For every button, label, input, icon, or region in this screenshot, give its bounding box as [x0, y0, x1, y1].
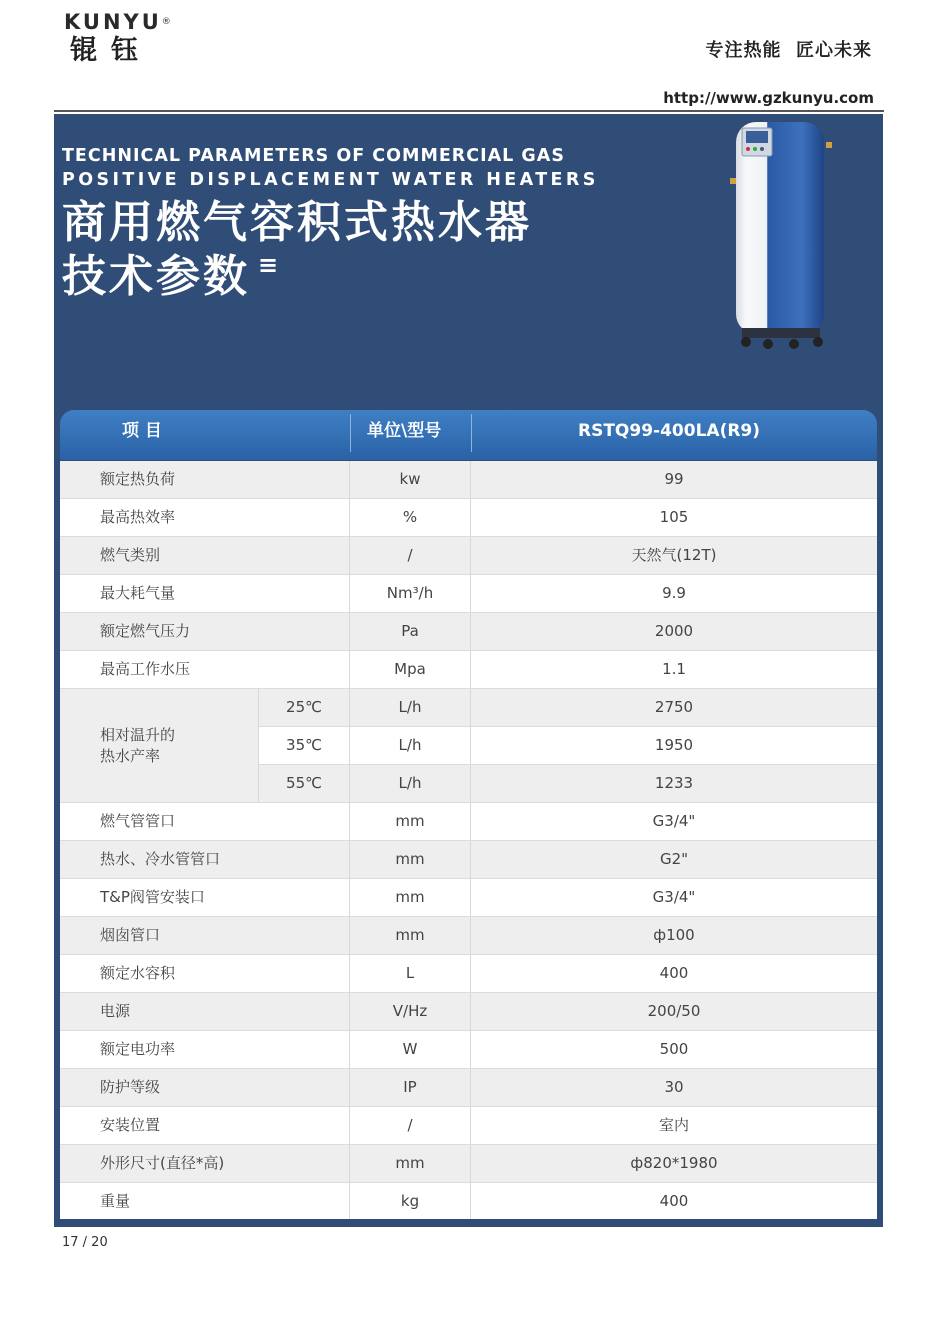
table-row: 额定燃气压力 Pa 2000 [60, 613, 877, 650]
page-number: 17 / 20 [62, 1235, 108, 1250]
grid-line [258, 689, 259, 803]
english-title-line-2: POSITIVE DISPLACEMENT WATER HEATERS [62, 170, 599, 190]
chinese-title-line-1: 商用燃气容积式热水器 [62, 197, 532, 248]
registered-mark: ® [161, 17, 171, 27]
spec-table [60, 461, 877, 1219]
header-unit: 单位\型号 [367, 421, 442, 441]
logo-latin-text: KUNYU [64, 10, 162, 34]
water-heater-image [728, 118, 836, 354]
table-header [60, 410, 877, 460]
spec-panel [54, 114, 883, 1227]
english-title [62, 144, 599, 192]
chinese-title-line-2: 技术参数 [62, 251, 250, 302]
merged-label-line-1: 相对温升的 [100, 726, 176, 744]
table-row: 外形尺寸(直径*高) mm ф820*1980 [60, 1145, 877, 1182]
logo-chinese-text: 锟钰 [70, 35, 152, 66]
table-row: 电源 V/Hz 200/50 [60, 993, 877, 1030]
merged-label-line-2: 热水产率 [100, 747, 161, 765]
table-row: 额定水容积 L 400 [100, 964, 689, 982]
website-url[interactable]: http://www.gzkunyu.com [663, 89, 874, 107]
table-row: 燃气管管口 mm G3/4" [100, 812, 696, 830]
table-row: 25℃ L/h 2750 [60, 689, 877, 726]
header-model: RSTQ99-400LA(R9) [578, 421, 761, 441]
table-row: 额定电功率 W 500 [100, 1040, 689, 1058]
table-row: 额定热负荷 kw 99 [60, 461, 877, 498]
table-row: 防护等级 IP 30 [60, 1069, 877, 1106]
table-row: 最高热效率 % 105 [100, 508, 689, 526]
header-item: 项 目 [122, 421, 162, 441]
brand-logo [64, 10, 171, 68]
table-row: 烟囱管口 mm ф100 [60, 917, 877, 954]
table-row: 燃气类别 / 天然气(12T) [60, 537, 877, 574]
merged-cell [60, 689, 258, 803]
chinese-title [62, 196, 532, 304]
table-row: T&P阀管安装口 mm G3/4" [100, 888, 696, 906]
table-row: 重量 kg 400 [100, 1192, 689, 1210]
header-divider [54, 110, 884, 112]
slogan: 专注热能 匠心未来 [705, 40, 872, 61]
table-row: 安装位置 / 室内 [100, 1116, 689, 1134]
menu-icon: ≡ [258, 251, 282, 279]
table-row: 55℃ L/h 1233 [60, 765, 877, 802]
table-row: 热水、冷水管管口 mm G2" [60, 841, 877, 878]
english-title-line-1: TECHNICAL PARAMETERS OF COMMERCIAL GAS [62, 146, 565, 166]
table-row: 最高工作水压 Mpa 1.1 [100, 660, 686, 678]
table-row: 最大耗气量 Nm³/h 9.9 [100, 584, 686, 602]
table-row: 35℃ L/h 1950 [286, 736, 694, 754]
